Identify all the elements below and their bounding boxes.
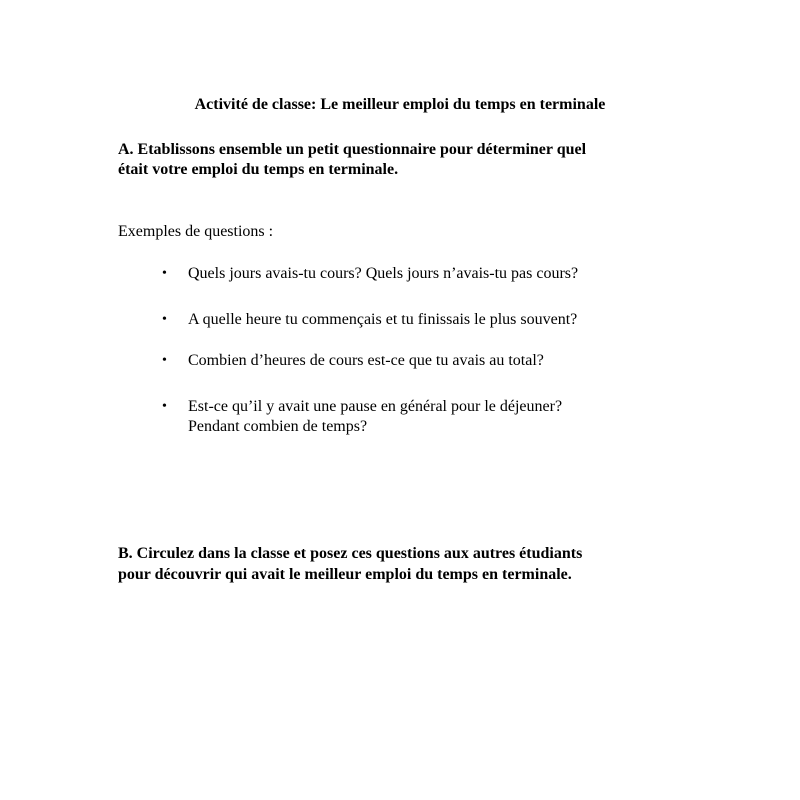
question-line-1: Est-ce qu’il y avait une pause en général pour le déjeuner? [188,398,563,415]
bullet-icon: • [162,266,167,281]
section-a-line-2: était votre emploi du temps en terminale. [118,161,399,178]
section-b-line-2: pour découvrir qui avait le meilleur emploi du temps en terminale. [118,566,572,583]
section-b-heading [118,543,718,585]
section-b-line-1: B. Circulez dans la classe et posez ces questions aux autres étudiants [118,545,583,562]
question-item [162,264,682,284]
question-line-1: Quels jours avais-tu cours? Quels jours n’avais-tu pas cours? [188,265,579,282]
question-line-2: Pendant combien de temps? [188,418,368,435]
question-item [162,351,682,371]
bullet-icon: • [162,312,167,327]
question-line-1: A quelle heure tu commençais et tu finissais le plus souvent? [188,311,578,328]
question-line-1: Combien d’heures de cours est-ce que tu avais au total? [188,352,544,369]
examples-label: Exemples de questions : [118,223,274,240]
page-title: Activité de classe: Le meilleur emploi du temps en terminale [194,96,606,113]
bullet-icon: • [162,353,167,368]
question-item [162,310,682,330]
bullet-icon: • [162,399,167,414]
question-item [162,397,682,437]
section-a-heading [118,140,718,180]
section-a-line-1: A. Etablissons ensemble un petit questionnaire pour déterminer quel [118,141,587,158]
